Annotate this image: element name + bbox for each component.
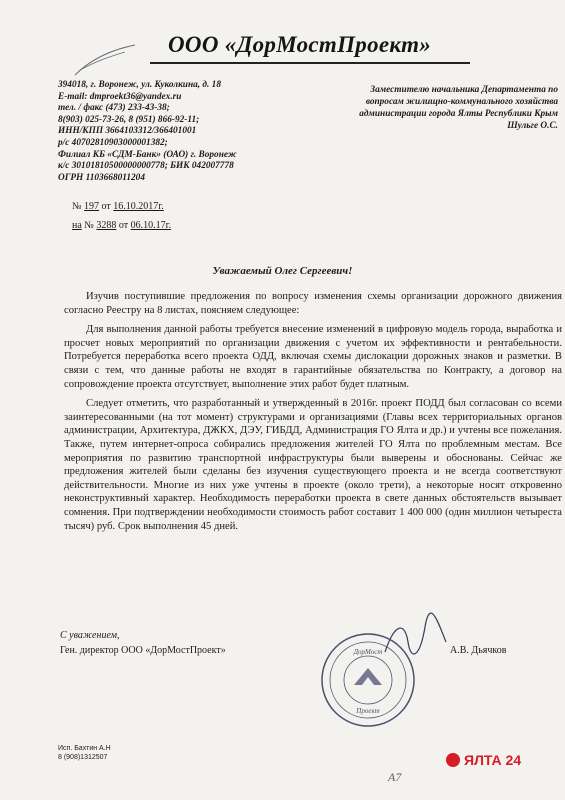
company-account: р/с 40702810903000001382; [58, 137, 168, 148]
handwritten-scribble [70, 40, 140, 80]
addressee-line: вопросам жилищно-коммунального хозяйства [365, 97, 558, 107]
company-mobile: 8(903) 025-73-26, 8 (951) 866-92-11; [58, 114, 200, 125]
company-title: ООО «ДорМостПроект» [168, 32, 432, 57]
company-stamp [318, 630, 418, 730]
stamp-bottom-text: Проект [356, 707, 380, 715]
outgoing-number: 197 [84, 201, 100, 212]
ref-prefix: на [72, 220, 82, 231]
logo-text: ЯЛТА 24 [464, 752, 522, 768]
company-details [58, 80, 298, 184]
company-bank-codes: к/с 30101810500000000778; БИК 042007778 [58, 161, 234, 172]
body-paragraph: Для выполнения данной работы требуется внесение изменений в цифровую модель города, выработка и просчет новых мероприятий по организации движения с учетом их эффективности и рентабельности. Потребуется переработка всего проекта ОДД, включая схемы дислокации дорожных знаков и разметки. В связи с тем, что данные работы не входят в гарантийные обязательства по Контракту, а договор на сопровождение проекта отсутствует, выполнение этих работ будет платным. [64, 324, 562, 390]
incoming-reference [72, 219, 171, 233]
company-bank: Филиал КБ «СДМ-Банк» (ОАО) г. Воронеж [58, 149, 237, 160]
executor-name: Исп. Бахтин А.Н [58, 745, 111, 752]
executor-info [58, 744, 111, 762]
company-email: E-mail: dmproekt36@yandex.ru [58, 91, 182, 102]
ref-date-prefix: от [118, 220, 129, 231]
company-phone-fax: тел. / факс (473) 233-43-38; [58, 103, 170, 114]
signatory-name: А.В. Дьячков [450, 645, 507, 656]
stamp-top-text: ДорМост [353, 648, 383, 656]
handwritten-page-mark: А7 [388, 770, 402, 784]
executor-phone: 8 (908)1312507 [58, 754, 108, 761]
addressee-block [318, 84, 558, 132]
addressee-line: Заместителю начальника Департамента по [370, 85, 558, 95]
globe-icon [446, 753, 460, 767]
letter-body [64, 290, 562, 539]
addressee-line: администрации города Ялты Республики Крым [359, 109, 558, 119]
ref-number-prefix: № [84, 220, 94, 231]
ref-prefix: № [72, 201, 82, 212]
company-inn-kpp: ИНН/КПП 3664103312/366401001 [58, 126, 197, 137]
company-ogrn: ОГРН 1103668011204 [58, 172, 145, 183]
yalta24-logo [446, 752, 521, 768]
incoming-number: 3288 [96, 220, 117, 231]
title-underline [150, 62, 470, 64]
ref-date-prefix: от [101, 201, 111, 212]
body-paragraph: Следует отметить, что разработанный и утвержденный в 2016г. проект ПОДД был согласован со всеми заинтересованными (на тот момент) структурами и организациями (Главы всех территориальных органов администрации, Архитектура, ДЖКХ, ДЭУ, ГИБДД, Администрация ГО Ялта и др.) и учтены все пожелания. Также, путем интернет-опроса собирались предложения жителей ГО Ялта по проблемным местам. Все мероприятия по развитию транспортной инфраструктуры были выверены и обоснованы. Сейчас же предложения жителей были сделаны без изучения существующего проекта и не всегда соответствуют действительности. Многие из них уже учтены в проекте (около трети), а некоторые носят откровенно неконструктивный характер. Необходимость переработки проекта в свете данных обстоятельств вызывает сомнения. При подтверждении необходимости стоимость работ составит 1 400 000 (один миллион четыреста тысяч) руб. Срок выполнения 45 дней. [64, 398, 562, 532]
closing: С уважением, [60, 630, 120, 641]
outgoing-reference [72, 200, 164, 214]
addressee-name: Шульге О.С. [507, 121, 558, 131]
incoming-date: 06.10.17г. [130, 220, 172, 231]
outgoing-date: 16.10.2017г. [113, 201, 164, 212]
body-paragraph: Изучив поступившие предложения по вопросу изменения схемы организации дорожного движения согласно Реестру на 8 листах, поясняем следующее: [64, 291, 562, 316]
greeting: Уважаемый Олег Сергеевич! [212, 265, 353, 277]
signatory-role: Ген. директор ООО «ДорМостПроект» [60, 645, 226, 656]
company-address: 394018, г. Воронеж, ул. Куколкина, д. 18 [58, 80, 221, 90]
